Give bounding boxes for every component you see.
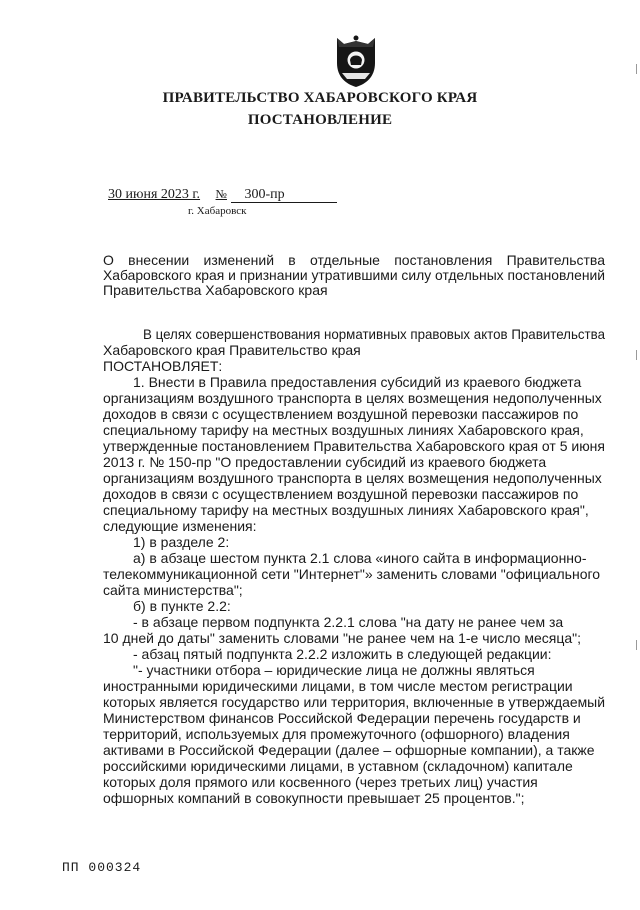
decree-body — [103, 326, 605, 806]
body-line: 10 дней до даты" заменить словами "не ранее чем на 1-е число месяца"; — [103, 630, 582, 646]
body-line: специальному тарифу на местных воздушных линиях Хабаровского края, — [103, 422, 584, 438]
body-line: 2013 г. № 150-пр "О предоставлении субсидий из краевого бюджета — [103, 454, 547, 470]
body-line: Министерством финансов Российской Федерации перечень государств и — [103, 710, 581, 726]
subject-line: Правительства Хабаровского края — [103, 282, 328, 298]
subject-line: О внесении изменений в отдельные постановления Правительства — [103, 252, 605, 268]
government-title: ПРАВИТЕЛЬСТВО ХАБАРОВСКОГО КРАЯ — [162, 90, 478, 106]
document-code: ПП 000324 — [62, 860, 142, 875]
decree-number: 300-пр — [231, 188, 337, 203]
body-line: активами в Российской Федерации (далее – офшорные компании), а также — [103, 742, 595, 758]
body-line: которых является государство или территория, включенные в утверждаемый — [103, 694, 605, 710]
body-line: В целях совершенствования нормативных правовых актов Правительства — [143, 326, 605, 342]
decree-date: 30 июня 2023 г. — [108, 187, 201, 202]
body-line: следующие изменения: — [103, 518, 257, 534]
body-line: 1. Внести в Правила предоставления субсидий из краевого бюджета — [133, 374, 582, 390]
body-line: 1) в разделе 2: — [133, 534, 230, 550]
subject-line: Хабаровского края и признании утратившими силу отдельных постановлений — [103, 267, 605, 283]
decree-city: г. Хабаровск — [188, 205, 247, 217]
coat-of-arms-icon — [331, 32, 381, 88]
body-line: - в абзаце первом подпункта 2.2.1 слова "на дату не ранее чем за — [133, 614, 564, 630]
body-line: "- участники отбора – юридические лица не должны являться — [133, 662, 535, 678]
decree-meta — [108, 187, 337, 203]
body-line: ПОСТАНОВЛЯЕТ: — [103, 358, 223, 374]
scan-mark — [636, 640, 637, 650]
body-line: телекоммуникационной сети "Интернет"» заменить словами "официального — [103, 566, 601, 582]
body-line: территорий, используемых для промежуточного (офшорного) владения — [103, 726, 570, 742]
number-sign: № — [215, 187, 227, 201]
body-line: б) в пункте 2.2: — [133, 598, 231, 614]
body-line: Хабаровского края Правительство края — [103, 342, 361, 358]
document-type: ПОСТАНОВЛЕНИЕ — [247, 112, 393, 128]
body-line: российскими юридическими лицами, в уставном (складочном) капитале — [103, 758, 573, 774]
body-line: организациям воздушного транспорта в целях возмещения недополученных — [103, 390, 602, 406]
body-line: доходов в связи с осуществлением воздушной перевозки пассажиров по — [103, 406, 579, 422]
body-line: утвержденные постановлением Правительства Хабаровского края от 5 июня — [103, 438, 605, 454]
body-line: а) в абзаце шестом пункта 2.1 слова «иного сайта в информационно- — [133, 550, 587, 566]
scan-mark — [636, 64, 637, 74]
body-line: иностранными юридическими лицами, в том числе местом регистрации — [103, 678, 573, 694]
body-line: сайта министерства"; — [103, 582, 243, 598]
body-line: - абзац пятый подпункта 2.2.2 изложить в следующей редакции: — [133, 646, 552, 662]
body-line: доходов в связи с осуществлением воздушной перевозки пассажиров по — [103, 486, 579, 502]
body-line: специальному тарифу на местных воздушных линиях Хабаровского края", — [103, 502, 589, 518]
decree-subject — [103, 253, 605, 298]
body-line: которых доля прямого или косвенного (через третьих лиц) участия — [103, 774, 538, 790]
scan-mark — [636, 350, 637, 360]
body-line: организациям воздушного транспорта в целях возмещения недополученных — [103, 470, 602, 486]
body-line: офшорных компаний в совокупности превышает 25 процентов."; — [103, 790, 525, 806]
